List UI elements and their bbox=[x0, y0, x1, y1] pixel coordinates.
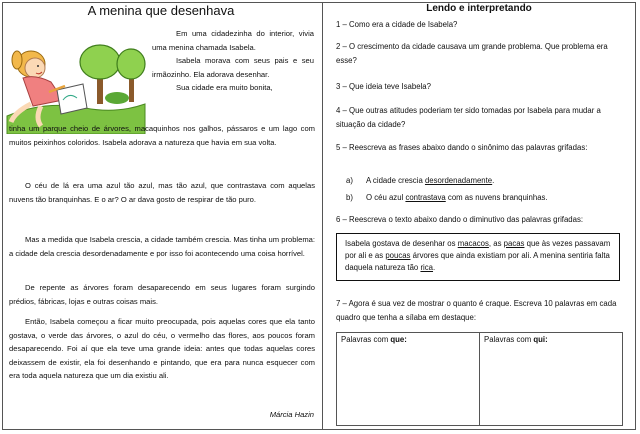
girl-drawing-illustration bbox=[5, 34, 147, 134]
item-label: b) bbox=[346, 193, 353, 202]
syllable-column-qui[interactable] bbox=[479, 333, 622, 425]
column-header-syllable: qui: bbox=[533, 335, 548, 344]
underlined-word: desordenadamente bbox=[424, 176, 493, 185]
story-author: Márcia Hazin bbox=[269, 410, 314, 419]
underlined-word: macacos bbox=[457, 239, 489, 248]
question-3: 3 – Que ideia teve Isabela? bbox=[336, 82, 431, 91]
underlined-word: pacas bbox=[503, 239, 525, 248]
story-paragraph-4: De repente as árvores foram desaparecendo em seus lugares foram surgindo prédios, fábricas, lojas e outras coisas mais. bbox=[9, 283, 315, 306]
story-paragraph-2: O céu de lá era uma azul tão azul, mas tão azul, que contrastava com aquelas nuvens tão branquinhas. E o ar? O ar dava gosto de respirar de tão puro. bbox=[9, 181, 315, 204]
story-title: A menina que desenhava bbox=[87, 3, 235, 18]
sentence-text: . bbox=[492, 176, 495, 185]
box-text: . bbox=[433, 263, 436, 272]
question-4: 4 – Que outras atitudes poderiam ter sido tomadas por Isabela para mudar a situação da cidade? bbox=[336, 106, 601, 129]
sentence-text: O céu azul bbox=[366, 193, 406, 202]
underlined-word: poucas bbox=[385, 251, 411, 260]
sentence-text: A cidade crescia bbox=[366, 176, 425, 185]
exercise-title: Lendo e interpretando bbox=[426, 3, 532, 14]
box-text: , as bbox=[488, 239, 504, 248]
story-paragraph-5: Então, Isabela começou a ficar muito preocupada, pois aquelas cores que ela tanto gostava, o verde das árvores, o azul do céu, o vermelho das flores, aos poucos foram desaparecendo. Foi aí que ela teve uma grande ideia: antes que todas aquelas cores deixassem de existir, ela foi desenhando e pintando, que era para nunca esquecer com era toda aquela natureza que um dia existiu ali. bbox=[9, 317, 315, 381]
question-1: 1 – Como era a cidade de Isabela? bbox=[336, 20, 458, 29]
question-5: 5 – Reescreva as frases abaixo dando o sinônimo das palavras grifadas: bbox=[336, 143, 588, 152]
question-2: 2 – O crescimento da cidade causava um grande problema. Que problema era esse? bbox=[336, 42, 608, 65]
column-header-syllable: que: bbox=[390, 335, 407, 344]
question-5a bbox=[346, 174, 494, 188]
story-intro-line-1: Em uma cidadezinha do interior, vivia uma menina chamada Isabela. bbox=[152, 29, 314, 52]
syllable-column-que[interactable] bbox=[337, 333, 479, 425]
underlined-word: contrastava bbox=[405, 193, 446, 202]
syllable-table bbox=[336, 332, 623, 426]
box-text: Isabela gostava de desenhar os bbox=[345, 239, 458, 248]
underlined-word: rica bbox=[420, 263, 434, 272]
item-label: a) bbox=[346, 176, 353, 185]
question-5b bbox=[346, 191, 548, 205]
box-text: que às vezes passavam por ali e as bbox=[345, 239, 611, 260]
question-6-textbox bbox=[336, 233, 620, 281]
question-6: 6 – Reescreva o texto abaixo dando o diminutivo das palavras grifadas: bbox=[336, 215, 584, 224]
story-intro-line-2: Isabela morava com seus pais e seu irmãozinho. Ela adorava desenhar. bbox=[152, 56, 314, 79]
column-divider bbox=[322, 3, 323, 429]
sentence-text: com as nuvens branquinhas. bbox=[445, 193, 548, 202]
column-header-prefix: Palavras com bbox=[484, 335, 534, 344]
story-intro-line-3: Sua cidade era muito bonita, bbox=[176, 83, 273, 93]
story-intro bbox=[152, 27, 314, 95]
box-text: árvores que ainda existiam por ali. A menina sentiria falta daquela natureza tão bbox=[345, 251, 610, 272]
column-header-prefix: Palavras com bbox=[341, 335, 391, 344]
story-paragraph-continuation: tinha um parque cheio de árvores, macaquinhos nos galhos, pássaros e um lago com muitos peixinhos coloridos. Isabela adorava a natureza que havia em sua volta. bbox=[9, 124, 315, 147]
story-paragraph-3: Mas a medida que Isabela crescia, a cidade também crescia. Mas tinha um problema: a cidade dela crescia desordenadamente e por isso foi acontecendo uma coisa horrível. bbox=[9, 235, 315, 258]
question-7: 7 – Agora é sua vez de mostrar o quanto é craque. Escreva 10 palavras em cada quadro que tenha a sílaba em destaque: bbox=[336, 299, 617, 322]
